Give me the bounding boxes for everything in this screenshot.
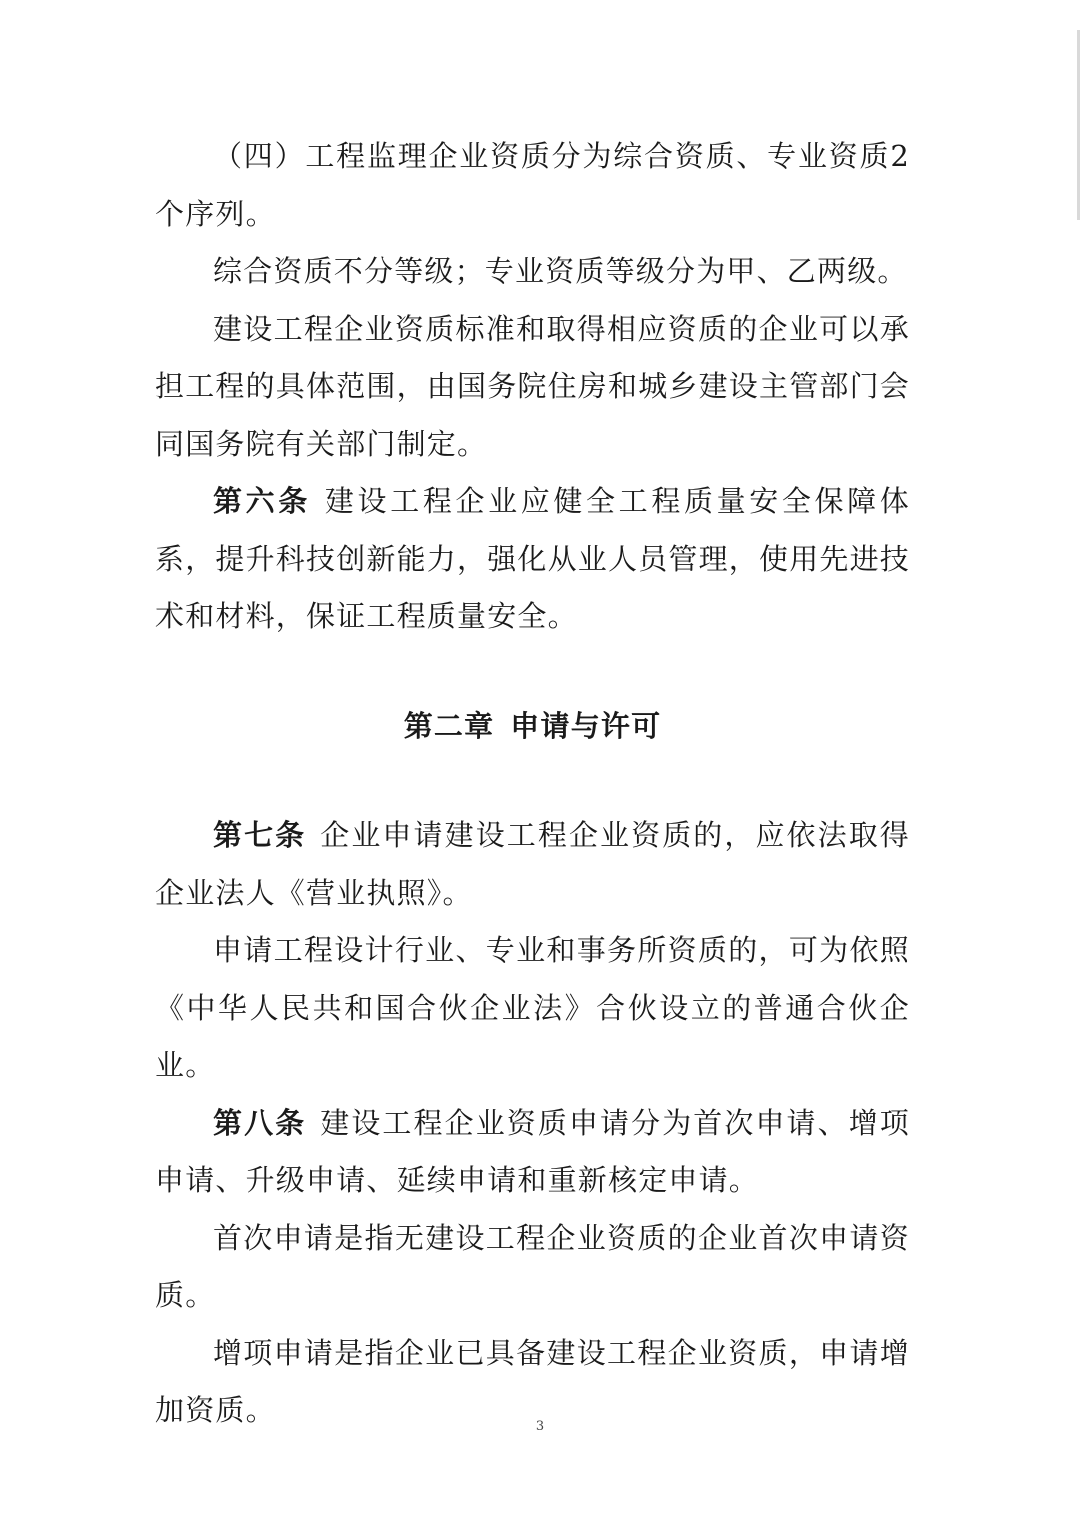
article-heading: 第七条: [213, 818, 307, 852]
article-8: [155, 1095, 910, 1210]
chapter-number: 第二章: [403, 708, 495, 743]
paragraph-text: 建设工程企业资质标准和取得相应资质的企业可以承担工程的具体范围，由国务院住房和城乡建设主管部门会同国务院有关部门制定。: [155, 311, 911, 461]
paragraph-text: 综合资质不分等级；专业资质等级分为甲、乙两级。: [213, 254, 908, 288]
article-7: [155, 807, 910, 922]
chapter-title: [155, 698, 910, 756]
paragraph-qualification-grades: [155, 243, 910, 301]
paragraph-text: （四）工程监理企业资质分为综合资质、专业资质2个序列。: [155, 139, 910, 231]
paragraph-text: 首次申请是指无建设工程企业资质的企业首次申请资质。: [155, 1220, 910, 1312]
paragraph-partnership: [155, 922, 910, 1095]
paragraph-qualification-supervision: [155, 128, 910, 243]
paragraph-text: 建设工程企业资质申请分为首次申请、增项申请、升级申请、延续申请和重新核定申请。: [155, 1105, 910, 1197]
document-body: [155, 128, 910, 1440]
paragraph-qualification-standards: [155, 301, 910, 474]
paragraph-text: 建设工程企业应健全工程质量安全保障体系，提升科技创新能力，强化从业人员管理，使用先进技术和材料，保证工程质量安全。: [155, 484, 911, 633]
page-number: 3: [535, 1419, 545, 1434]
article-heading: 第六条: [213, 484, 311, 518]
paragraph-text: 增项申请是指企业已具备建设工程企业资质，申请增加资质。: [155, 1335, 910, 1427]
paragraph-first-application: [155, 1210, 910, 1325]
article-6: [155, 473, 910, 646]
article-heading: 第八条: [213, 1105, 307, 1140]
paragraph-text: 申请工程设计行业、专业和事务所资质的，可为依照《中华人民共和国合伙企业法》合伙设立的普通合伙企业。: [155, 933, 910, 1082]
paragraph-text: 企业申请建设工程企业资质的，应依法取得企业法人《营业执照》。: [155, 818, 910, 910]
chapter-name: 申请与许可: [510, 708, 662, 743]
